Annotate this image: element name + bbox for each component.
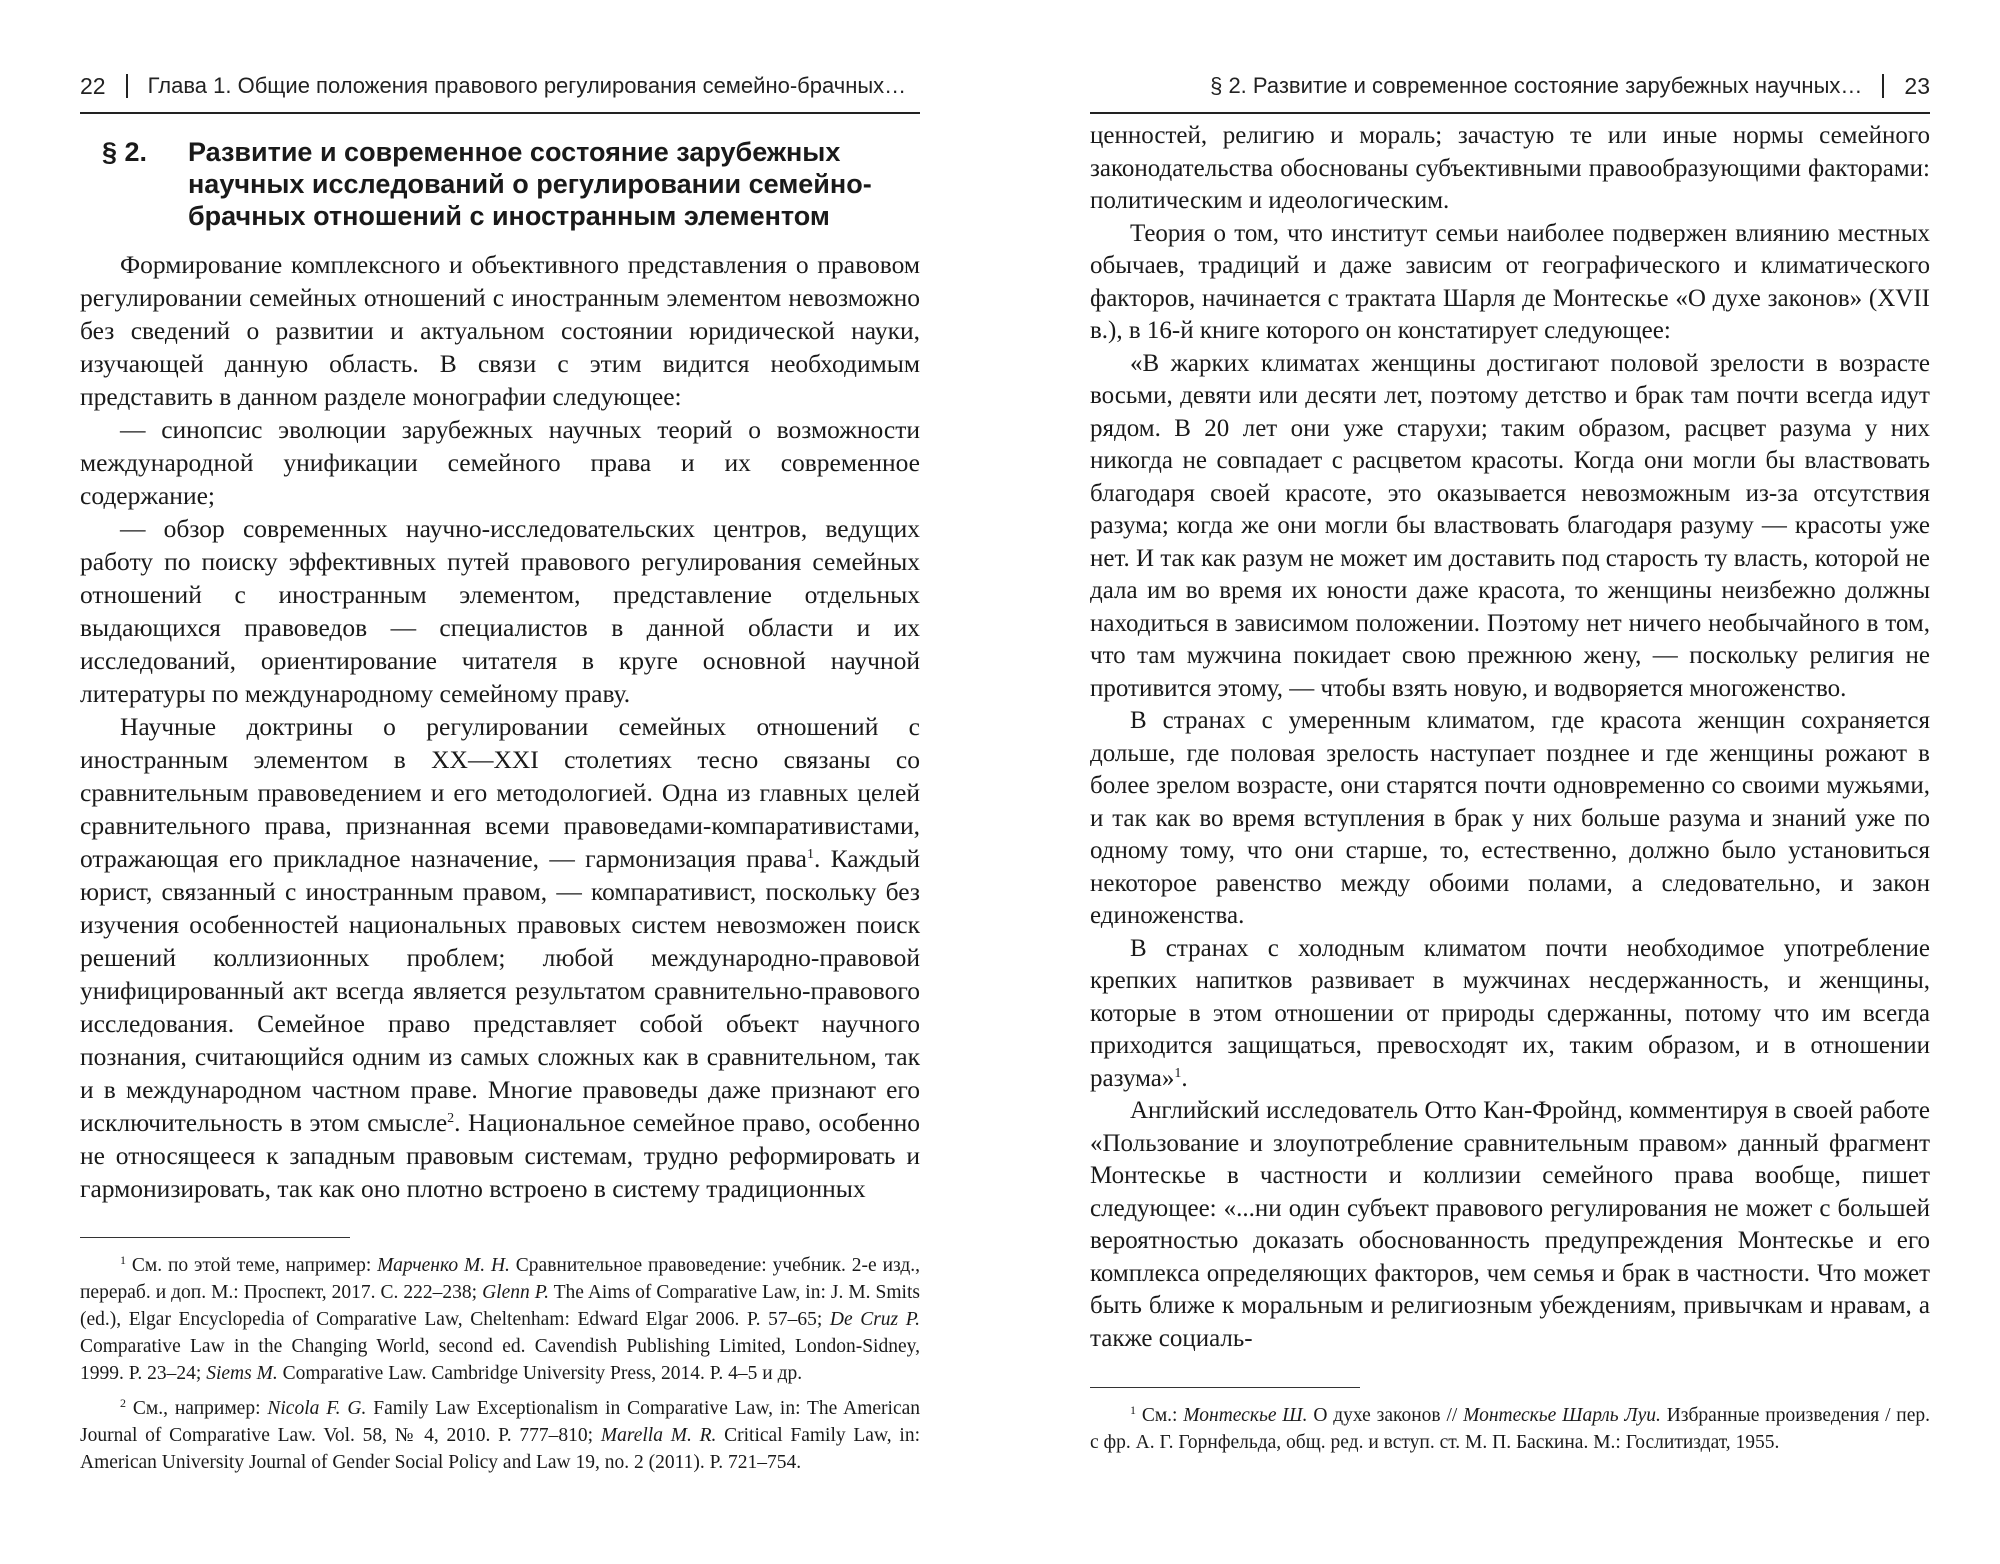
footnote-author: Монтескье Ш. bbox=[1183, 1405, 1308, 1426]
footnote-text: Critical Family Law, in: American University Journal of Gender Social Policy and Law 19, no. 2 (2011). P. 721–754. bbox=[80, 1425, 920, 1473]
paragraph: — синопсис эволюции зарубежных научных теорий о возможности международной унификации семейного права и их современное содержание; bbox=[80, 415, 920, 510]
footnote-divider bbox=[1090, 1387, 1360, 1388]
footnote-text: The Aims of Comparative Law, in: J. M. Smits (ed.), Elgar Encyclopedia of Comparative Law, Cheltenham: Edward Elgar 2006. P. 57–65; bbox=[80, 1282, 920, 1330]
footnote-ref[interactable]: 1 bbox=[1174, 1065, 1182, 1081]
footnote-number: 1 bbox=[120, 1253, 126, 1267]
footnote-text: См.: bbox=[1141, 1405, 1184, 1426]
quote-paragraph: В странах с умеренным климатом, где красота женщин сохраняется дольше, где половая зрелость наступает позднее и где женщины рожают в более зрелом возрасте, они старятся почти одновременно со своими мужьями, и так как во время вступления в брак у них больше разума и знаний уже по одному тому, что они старше, то, естественно, должно было установиться некоторое равенство между обоими полами, а следовательно, и закон единоженства. bbox=[1090, 707, 1930, 929]
running-head-separator bbox=[126, 74, 128, 98]
footnote bbox=[80, 1252, 920, 1387]
right-running-head bbox=[1090, 60, 1930, 114]
footnote-number: 1 bbox=[1130, 1403, 1136, 1417]
footnote-text: Сравнительное правоведение: учебник. 2-е изд., перераб. и доп. М.: Проспект, 2017. С. 222–238; bbox=[80, 1255, 921, 1303]
paragraph: Теория о том, что институт семьи наиболее подвержен влиянию местных обычаев, традиций и даже зависим от географического и климатического факторов, начинается с трактата Шарля де Монтескье «О духе законов» (XVII в.), в 16-й книге которого он констатирует следующее: bbox=[1090, 219, 1930, 344]
paragraph: Научные доктрины о регулировании семейных отношений с иностранным элементом в XX—XXI столетиях тесно связаны со сравнительным правоведением и его методологией. Одна из главных целей сравнительного права, признанная всеми правоведами-компаративистами, отражающая его прикладное назначение, — гармонизация права$^1$. Каждый юрист, связанный с иностранным правом, — компаративист, поскольку без изучения особенностей национальных правовых систем невозможен поиск решений коллизионных проблем; любой международно-правовой унифицированный акт всегда является результатом сравнительно-правового исследования. Семейное право представляет собой объект научного познания, считающийся одним из самых сложных как в сравнительном, так и в международном частном праве. Многие правоведы даже признают его исключительность в этом смысле$^2$. Национальное семейное право, особенно не относящееся к западным правовым системам, трудно реформировать и гармонизировать, так как оно плотно встроено в систему традиционных bbox=[80, 712, 920, 1203]
left-page bbox=[80, 60, 920, 1484]
right-footnotes bbox=[1090, 1402, 1930, 1456]
footnote-text: См., например: bbox=[132, 1398, 268, 1419]
footnote-author: Монтескье Шарль Луи. bbox=[1463, 1405, 1661, 1426]
footnote-text: Family Law Exceptionalism in Comparative Law, in: The American Journal of Comparative Law. Vol. 58, № 4, 2010. P. 777–810; bbox=[80, 1398, 921, 1446]
footnote-text: Избранные произведения / пер. с фр. А. Г. Горнфельда, общ. ред. и вступ. ст. М. П. Баскина. М.: Гослитиздат, 1955. bbox=[1090, 1405, 1931, 1453]
quote-paragraph: В странах с холодным климатом почти необходимое употребление крепких напитков развивает в мужчинах несдержанность, и женщины, которые в этом отношении от природы сдержанны, потому что им всегда приходится защищаться, превосходят их, таким образом, и в отношении разума»$^1$. bbox=[1090, 934, 1930, 1092]
footnote-divider bbox=[80, 1237, 350, 1238]
footnote-author: Marella M. R. bbox=[600, 1425, 717, 1446]
footnote bbox=[1090, 1402, 1930, 1456]
footnote-number: 2 bbox=[120, 1396, 126, 1410]
footnote-text: См. по этой теме, например: bbox=[131, 1255, 378, 1276]
paragraph: ценностей, религию и мораль; зачастую те или иные нормы семейного законодательства обоснованы субъективными правообразующими факторами: политическим и идеологическим. bbox=[1090, 122, 1930, 214]
left-running-head bbox=[80, 60, 920, 114]
left-running-head-title: Глава 1. Общие положения правового регулирования семейно-брачных… bbox=[147, 73, 907, 98]
running-head-separator bbox=[1882, 74, 1884, 98]
footnote-author: De Cruz P. bbox=[829, 1309, 920, 1330]
section-title: Развитие и современное состояние зарубежных научных исследований о регулировании семейно-брачных отношений с иностранным элементом bbox=[188, 137, 872, 231]
footnote bbox=[80, 1395, 920, 1476]
paragraph: Формирование комплексного и объективного представления о правовом регулировании семейных отношений с иностранным элементом невозможно без сведений о развитии и актуальном состоянии юридической науки, изучающей данную область. В связи с этим видится необходимым представить в данном разделе монографии следующее: bbox=[80, 250, 920, 411]
footnote-author: Марченко М. Н. bbox=[377, 1255, 510, 1276]
section-heading bbox=[80, 136, 920, 232]
footnote-author: Glenn P. bbox=[482, 1282, 549, 1303]
right-running-head-title: § 2. Развитие и современное состояние зарубежных научных… bbox=[1210, 73, 1863, 98]
paragraph: Английский исследователь Отто Кан-Фройнд, комментируя в своей работе «Пользование и злоупотребление сравнительным правом» данный фрагмент Монтескье в частности и коллизии семейного права вообще, пишет следующее: «...ни один субъект правового регулирования не может с большей вероятностью доказать обоснованность предупреждения Монтескье и его комплекса определяющих факторов, чем семья и брак в частности. Что может быть ближе к моральным и религиозным убеждениям, привычкам и нравам, а также социаль- bbox=[1090, 1097, 1930, 1352]
left-footnotes bbox=[80, 1252, 920, 1476]
right-page bbox=[1090, 60, 1930, 1464]
section-number: § 2. bbox=[102, 137, 148, 167]
footnote-ref[interactable]: 1 bbox=[806, 847, 814, 862]
right-body-text bbox=[1090, 120, 1930, 1355]
footnote-ref[interactable]: 2 bbox=[447, 1111, 455, 1126]
footnote-text: Comparative Law. Cambridge University Press, 2014. P. 4–5 и др. bbox=[277, 1363, 803, 1384]
right-page-number: 23 bbox=[1904, 72, 1930, 99]
footnote-text: Comparative Law in the Changing World, second ed. Cavendish Publishing Limited, London-Sidney, 1999. P. 23–24; bbox=[80, 1336, 920, 1384]
left-page-number: 22 bbox=[80, 72, 106, 99]
quote-paragraph: «В жарких климатах женщины достигают половой зрелости в возрасте восьми, девяти или десяти лет, поэтому детство и брак там почти всегда идут рядом. В 20 лет они уже старухи; таким образом, расцвет разума у них никогда не совпадает с расцветом красоты. Когда они могли бы властвовать благодаря своей красоте, это оказывается невозможным из-за отсутствия разума; когда же они могли бы властвовать благодаря разуму — красоты уже нет. И так как разум не может им доставить под старость ту власть, которой не дала им во время их юности даже красота, то женщины неизбежно должны находиться в зависимом положении. Поэтому нет ничего необычайного в том, что там мужчина покидает свою прежнюю жену, — поскольку религия не противится этому, — чтобы взять новую, и водворяется многоженство. bbox=[1090, 349, 1931, 702]
left-body-text bbox=[80, 248, 920, 1205]
footnote-author: Siems M. bbox=[206, 1363, 278, 1384]
footnote-text: О духе законов // bbox=[1307, 1405, 1464, 1426]
paragraph: — обзор современных научно-исследовательских центров, ведущих работу по поиску эффективных путей правового регулирования семейных отношений с иностранным элементом, представление отдельных выдающихся правоведов — специалистов в данной области и их исследований, ориентирование читателя в круге основной научной литературы по международному семейному праву. bbox=[80, 514, 920, 708]
footnote-author: Nicola F. G. bbox=[267, 1398, 367, 1419]
